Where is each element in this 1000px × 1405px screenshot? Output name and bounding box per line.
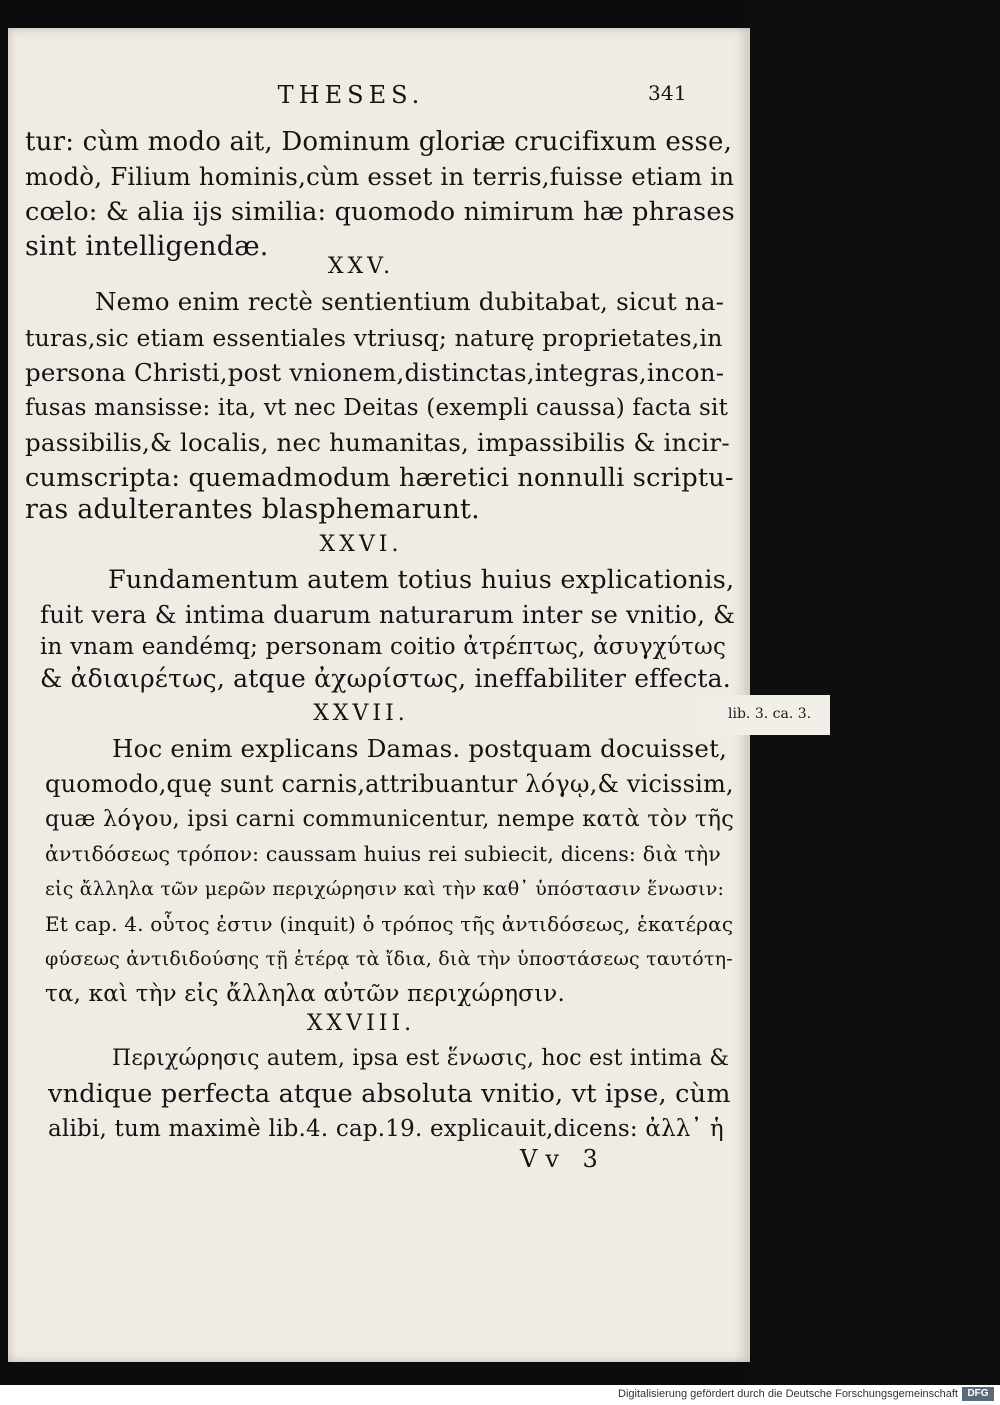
text-line: vndique perfecta atque absoluta vnitio, vt ipse, cùm: [48, 1079, 731, 1109]
text-line: & ἀδιαιρέτως, atque ἀχωρίστως, ineffabiliter effecta.: [40, 664, 731, 693]
scan-background-strip: [750, 0, 1000, 1385]
margin-note: lib. 3. ca. 3.: [728, 706, 812, 722]
text-line: fusas mansisse: ita, vt nec Deitas (exempli caussa) facta sit: [25, 395, 729, 421]
text-line: turas,sic etiam essentiales vtriusq; naturę proprietates,in: [25, 324, 723, 352]
signature-mark: Vv 3: [520, 1145, 606, 1173]
section-heading-xxviii: XXVIII.: [306, 1011, 416, 1036]
text-line: ras adulterantes blasphemarunt.: [25, 494, 480, 525]
text-line: εἰς ἄλληλα τῶν μερῶν περιχώρησιν καὶ τὴν καθ᾽ ὑπόστασιν ἕνωσιν:: [45, 878, 725, 900]
text-line: cumscripta: quemadmodum hæretici nonnulli scriptu-: [25, 463, 734, 493]
footer-bar: [0, 1385, 1000, 1405]
text-line: in vnam eandémq; personam coitio ἀτρέπτως, ἀσυγχύτως: [40, 634, 727, 660]
text-line: sint intelligendæ.: [25, 231, 269, 262]
text-line: Περιχώρησις autem, ipsa est ἕνωσις, hoc est intima &: [112, 1046, 730, 1071]
text-line: quomodo,quę sunt carnis,attribuantur λόγῳ,& vicissim,: [45, 770, 734, 798]
text-line: φύσεως ἀντιδιδούσης τῇ ἑτέρᾳ τὰ ἴδια, διὰ τὴν ὑποστάσεως ταυτότη-: [45, 948, 733, 970]
text-line: fuit vera & intima duarum naturarum inter se vnitio, &: [40, 600, 736, 629]
dfg-logo-icon: DFG: [962, 1387, 994, 1401]
text-line: ἀντιδόσεως τρόπον: caussam huius rei subiecit, dicens: διὰ τὴν: [45, 842, 721, 866]
text-line: Hoc enim explicans Damas. postquam docuisset,: [112, 734, 728, 763]
text-line: Nemo enim rectè sentientium dubitabat, sicut na-: [95, 287, 725, 316]
text-line: passibilis,& localis, nec humanitas, impassibilis & incir-: [25, 428, 730, 457]
text-line: cœlo: & alia ijs similia: quomodo nimirum hæ phrases: [25, 197, 735, 227]
text-line: tur: cùm modo ait, Dominum gloriæ crucifixum esse,: [25, 127, 733, 157]
text-line: modò, Filium hominis,cùm esset in terris,fuisse etiam in: [25, 162, 735, 191]
text-line: persona Christi,post vnionem,distinctas,integras,incon-: [25, 358, 725, 387]
text-line: alibi, tum maximè lib.4. cap.19. explicauit,dicens: ἀλλ᾽ ἡ: [48, 1116, 724, 1142]
section-heading-xxvi: XXVI.: [319, 532, 403, 557]
running-head: THESES.: [277, 81, 425, 109]
text-line: quæ λόγου, ipsi carni communicentur, nempe κατὰ τὸν τῆς: [45, 806, 735, 832]
text-line: Fundamentum autem totius huius explicationis,: [108, 565, 735, 595]
text-line: Et cap. 4. οὗτος ἐστιν (inquit) ὁ τρόπος τῆς ἀντιδόσεως, ἑκατέρας: [45, 912, 734, 936]
page-number: 341: [648, 81, 687, 105]
footer-credit: Digitalisierung gefördert durch die Deutsche Forschungsgemeinschaft: [618, 1388, 958, 1400]
section-heading-xxvii: XXVII.: [313, 701, 409, 726]
text-line: τα, καὶ τὴν εἰς ἄλληλα αὐτῶν περιχώρησιν.: [45, 981, 565, 1007]
section-heading-xxv: XXV.: [327, 254, 395, 279]
